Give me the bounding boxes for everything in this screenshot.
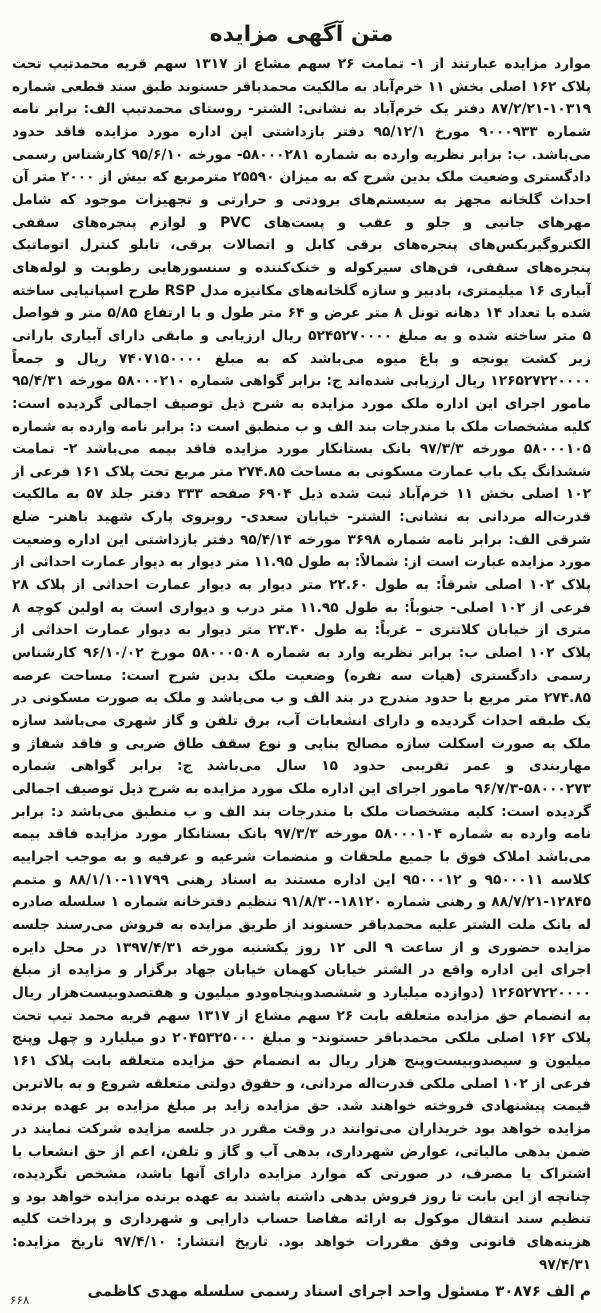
page-number: ۶۶۸: [10, 1293, 30, 1307]
notice-body: موارد مزایده عبارتند از ۱- تمامت ۲۶ سهم مشاع از ۱۳۱۷ سهم قریه محمدتیپ تحت پلاک ۱۶۲ اصلی بخش ۱۱ خرم‌آباد به مالکیت محمدباقر حسنوند طبق سند قطعی شماره ۱۰۳۱۹-۸۷/۲/۲۱ دفتر یک خرم‌آباد به نشانی: الشتر- روستای محمدتیپ الف: برابر نامه شماره ۹۰۰۰۹۳۳ مورخ ۹۵/۱۲/۱ دفتر بازداشتی این اداره مورد مزایده فاقد حدود می‌باشد. ب: برابر نظریه وارده به شماره ۵۸۰۰۰۲۸۱- مورخه ۹۵/۶/۱۰ کارشناس رسمی دادگستری وضعیت ملک بدین شرح که به میزان ۲۵۵۹۰ مترمربع که بیش از ۲۰۰۰ متر آن احداث گلخانه مجهز به سیستم‌های برودتی و حرارتی و تجهیزات موجود که شامل مهرهای جانبی و جلو و عقب و پست‌های PVC و لوازم پنجره‌های سقفی الکتروگیربکس‌های پنجره‌های برقی کابل و اتصالات برقی، تابلو کنترل اتوماتیک پنجره‌های سقفی، فن‌های سیرکوله و خنک‌کننده و سنسورهایی رطوبت و لوله‌های آبیاری ۱۶ میلیمتری، بادبیر و سازه گلخانه‌های مکانیزه مدل RSP طرح اسپانیایی ساخته شده با تعداد ۱۴ دهانه تونل ۸ متر عرض و ۶۴ متر طول و با ارتفاع ۵/۸۵ متر و فواصل ۵ متر ساخته شده و به مبلغ ۵۲۴۵۲۷۰۰۰۰ ریال ارزیابی و مابقی دارای آبیاری بارانی زیر کشت یونجه و باغ میوه می‌باشد که به مبلغ ۷۴۰۷۱۵۰۰۰۰ ریال و جمعاً ۱۲۶۵۲۷۲۲۰۰۰۰ ریال ارزیابی شده‌اند ج: برابر گواهی شماره ۵۸۰۰۰۲۱۰ مورخه ۹۵/۴/۳۱ مامور اجرای این اداره ملک مورد مزایده به شرح ذیل توصیف اجمالی گردیده است: کلیه مشخصات ملک با مندرجات بند الف و ب منطبق است د: برابر نامه وارده به شماره ۵۸۰۰۰۱۰۵ مورخه ۹۷/۳/۳ بانک بستانکار مورد مزایده فاقد بیمه می‌باشد ۲- تمامت ششدانگ یک باب عمارت مسکونی به مساحت ۲۷۴.۸۵ متر مربع تحت پلاک ۱۶۱ فرعی از ۱۰۲ اصلی بخش ۱۱ خرم‌آباد ثبت شده ذیل ۶۹۰۴ صفحه ۳۳۳ دفتر جلد ۵۷ به مالکیت قدرت‌اله مردانی به نشانی: الشتر- خیابان سعدی- روبروی پارک شهید باهنر- ضلع شرقی الف: برابر نامه شماره ۳۶۹۸ مورخه ۹۵/۴/۱۴ دفتر بازداشتی این اداره وضعیت مورد مزایده عبارت است از: شمالاً: به طول ۱۱.۹۵ متر دیوار به دیوار عمارت احداثی از پلاک ۱۰۲ اصلی شرقاً: به طول ۲۲.۶۰ متر دیوار به دیوار عمارت احداثی از پلاک ۲۸ فرعی از ۱۰۲ اصلی- جنوباً: به طول ۱۱.۹۵ متر درب و دیواری است به اولین کوچه ۸ متری از خیابان کلانتری – غرباً: به طول ۲۳.۴۰ متر دیوار به دیوار عمارت احداثی از پلاک ۱۰۲ اصلی ب: برابر نظریه وارد به شماره ۵۸۰۰۰۵۰۸ مورخ ۹۶/۱۰/۰۲ کارشناس رسمی دادگستری (هیات سه نفره) وضعیت ملک بدین شرح است: مساحت عرصه ۲۷۴.۸۵ متر مربع با حدود مندرج در بند الف و ب می‌باشد و ملک به صورت مسکونی در یک طبقه احداث گردیده و دارای انشعابات آب، برق تلفن و گاز شهری می‌باشد سازه ملک به صورت اسکلت سازه مصالح بنایی و نوع سقف طاق ضربی و فاقد شفاژ و مهاربندی و عمر تقریبی حدود ۱۵ سال می‌باشد ج: برابر گواهی شماره ۵۸۰۰۰۲۷۳-۹۶/۷/۳ مامور اجرای این اداره ملک مورد مزایده به شرح ذیل توصیف اجمالی گردیده است: کلیه مشخصات ملک با مندرجات بند الف و ب منطبق می‌باشد د: برابر نامه وارده به شماره ۵۸۰۰۰۱۰۴ مورخه ۹۷/۳/۳ بانک بستانکار مورد مزایده فاقد بیمه می‌باشد املاک فوق با جمیع ملحقات و منضمات شرعیه و عرفیه و به موجب اجراییه کلاسه ۹۵۰۰۰۱۱ و ۹۵۰۰۰۱۲ این اداره مستند به اسناد رهنی ۱۱۷۹۹-۸۸/۱/۱۰ و متمم ۱۲۸۴۵-۸۸/۷/۲۱ و رهنی شماره ۱۸۱۲۰-۹۱/۸/۳۰ تنظیم دفترخانه شماره ۱ سلسله صادره له بانک ملت الشتر علیه محمدباقر حسنوند از طریق مزایده به فروش می‌رسند جلسه مزایده حضوری و از ساعت ۹ الی ۱۲ روز یکشنبه مورخه ۱۳۹۷/۴/۳۱ در محل دایره اجرای این اداره واقع در الشتر خیابان کهمان خیابان جهاد برگزار و مزایده از مبلغ ۱۲۶۵۲۷۲۲۰۰۰۰ (دوازده میلیارد و ششصدوپنجاه‌ودو میلیون و هفتصدوبیست‌هزار ریال به انضمام حق مزایده متعلقه بابت ۲۶ سهم مشاع از ۱۳۱۷ سهم قریه محمد تیپ تحت پلاک ۱۶۲ اصلی ملکی محمدباقر حسنوند- و مبلغ ۲۰۴۵۳۲۵۰۰۰ دو میلیارد و چهل وپنج میلیون و سیصدوبیست‌وپنج هزار ریال به انضمام حق مزایده متعلقه بابت پلاک ۱۶۱ فرعی از ۱۰۲ اصلی ملکی قدرت‌اله مردانی، و حقوق دولتی متعلقه شروع و به بالاترین قیمت پیشنهادی فروخته خواهند شد. حق مزایده زاید بر مبلغ مزایده بر عهده برنده مزایده خواهد بود خریداران می‌توانند در وقت مقرر در جلسه مزایده شرکت نمایند در ضمن بدهی مالیاتی، عوارض شهرداری، بدهی آب و گاز و تلفن، اعم از حق انشعاب یا اشتراک یا مصرف، در صورتی که موارد مزایده دارای آنها باشد، مشخص نگردیده، چنانچه از این بابت تا روز فروش بدهی داشته باشند به عهده برنده مزایده خواهد بود و تنظیم سند انتقال موکول به ارائه مفاصا حساب دارایی و شهرداری و پرداخت کلیه هزینه‌های قانونی وفق مقررات خواهد بود. تاریخ انتشار: ۹۷/۴/۱۰ تاریخ مزایده: ۹۷/۴/۳۱: [12, 56, 592, 1273]
notice-signature: م الف ۳۰۸۷۶ مسئول واحد اجرای اسناد رسمی سلسله مهدی کاظمی: [87, 1282, 591, 1301]
notice-title: متن آگهی مزایده: [209, 22, 394, 47]
